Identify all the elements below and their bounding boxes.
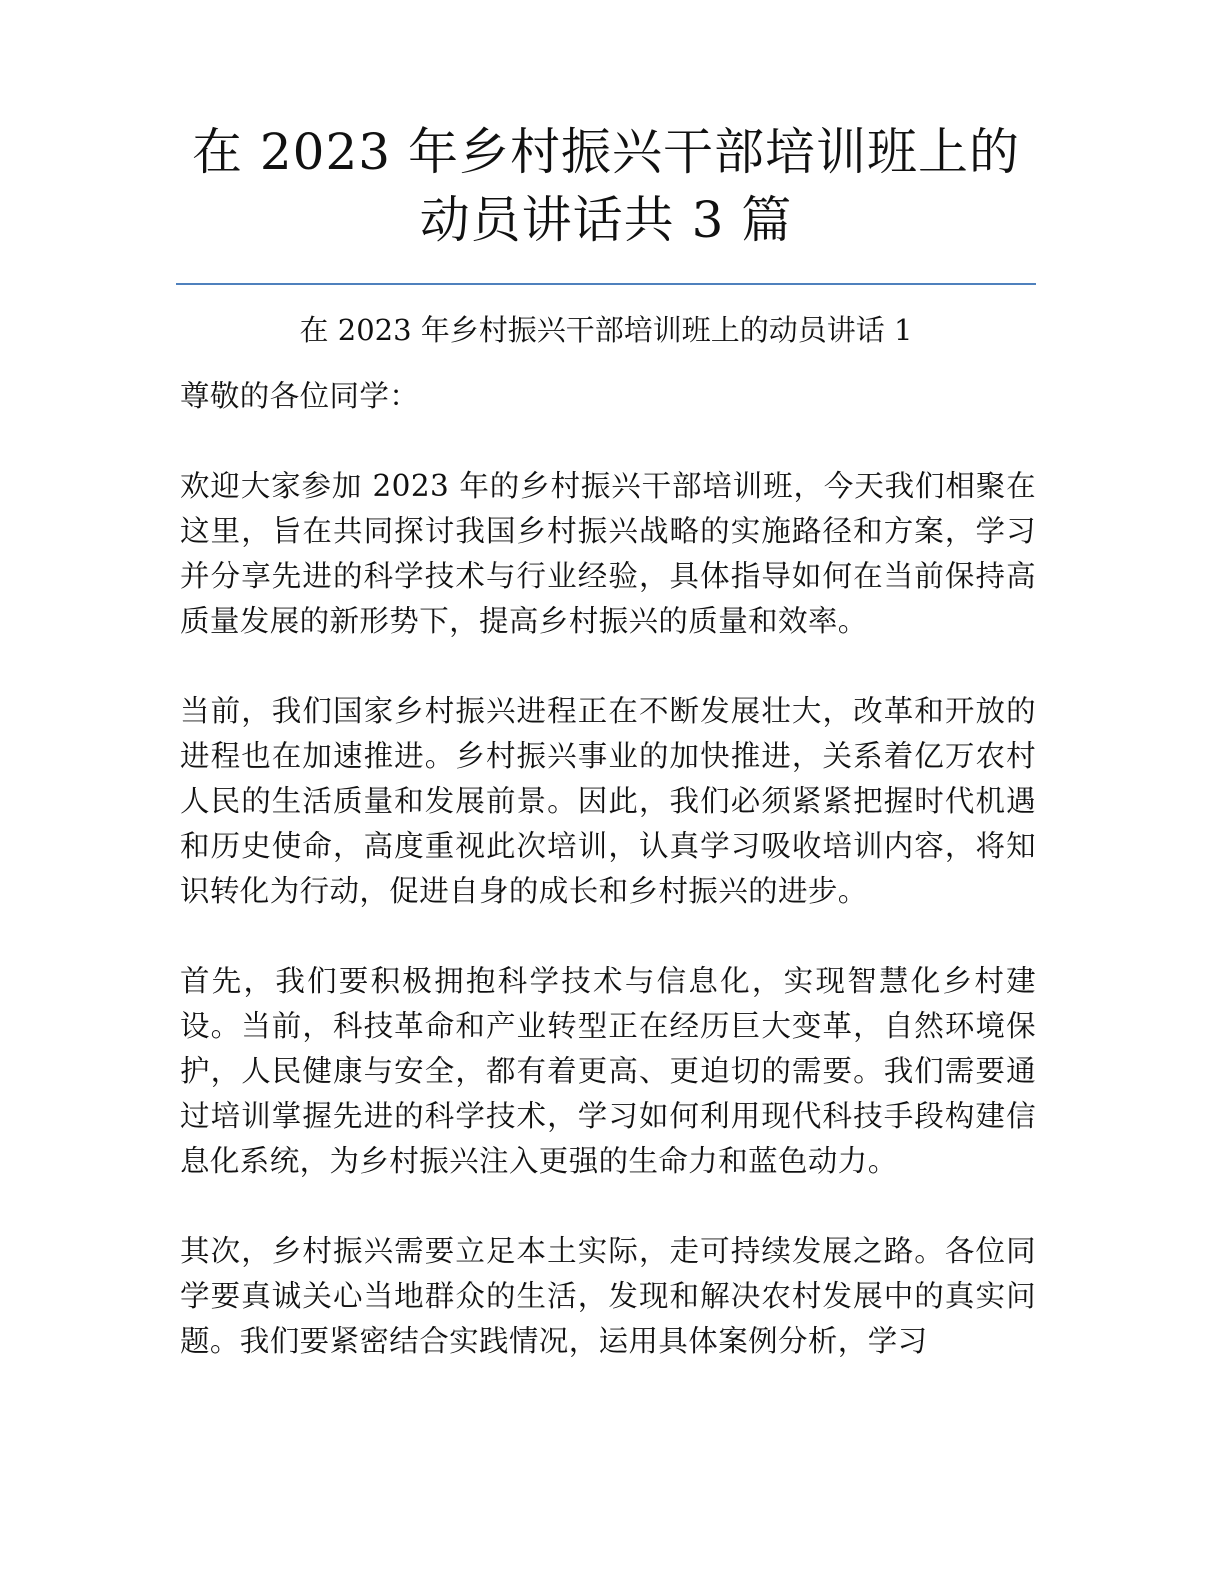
body-paragraph-4: 其次，乡村振兴需要立足本土实际，走可持续发展之路。各位同学要真诚关心当地群众的生活，发现和解决农村发展中的真实问题。我们要紧密结合实践情况，运用具体案例分析，学习 — [180, 1234, 1036, 1358]
salutation: 尊敬的各位同学： — [180, 379, 420, 413]
body-paragraph-1: 欢迎大家参加 2023 年的乡村振兴干部培训班，今天我们相聚在这里，旨在共同探讨我国乡村振兴战略的实施路径和方案，学习并分享先进的科学技术与行业经验，具体指导如何在当前保持高质量发展的新形势下，提高乡村振兴的质量和效率。 — [180, 469, 1036, 638]
section-title: 在 2023 年乡村振兴干部培训班上的动员讲话 1 — [299, 313, 913, 347]
body-paragraph-3: 首先，我们要积极拥抱科学技术与信息化，实现智慧化乡村建设。当前，科技革命和产业转型正在经历巨大变革，自然环境保护，人民健康与安全，都有着更高、更迫切的需要。我们需要通过培训掌握先进的科学技术，学习如何利用现代科技手段构建信息化系统，为乡村振兴注入更强的生命力和蓝色动力。 — [180, 964, 1036, 1178]
document-body — [180, 374, 1036, 1434]
document-title: 在 2023 年乡村振兴干部培训班上的动员讲话共 3 篇 — [191, 123, 1021, 249]
body-paragraph-2: 当前，我们国家乡村振兴进程正在不断发展壮大，改革和开放的进程也在加速推进。乡村振兴事业的加快推进，关系着亿万农村人民的生活质量和发展前景。因此，我们必须紧紧把握时代机遇和历史使命，高度重视此次培训，认真学习吸收培训内容，将知识转化为行动，促进自身的成长和乡村振兴的进步。 — [180, 694, 1036, 908]
title-divider — [176, 283, 1036, 285]
